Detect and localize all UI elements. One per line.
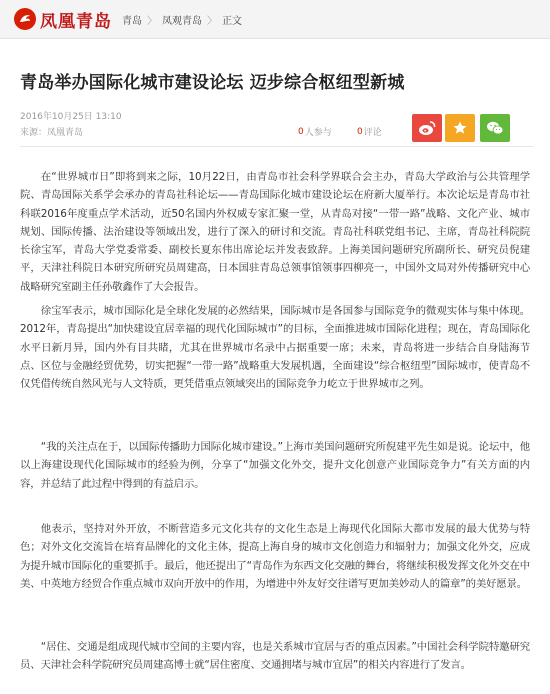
participants-stat[interactable]	[298, 125, 332, 138]
article-source: 来源：凤凰青岛	[20, 128, 84, 138]
breadcrumb-item-current: 正文	[222, 16, 242, 27]
wechat-icon	[486, 120, 504, 136]
breadcrumb-item-fengguan[interactable]: 凤观青岛	[162, 16, 202, 27]
weibo-icon	[418, 120, 436, 136]
breadcrumb-item-qingdao[interactable]: 青岛	[122, 16, 142, 27]
comments-label: 评论	[363, 128, 382, 138]
article-paragraph-1: 在“世界城市日”即将到来之际，10月22日，由青岛市社会科学界联合会主办，青岛大学政治与公共管理学院、青岛国际关系学会承办的青岛社科论坛——青岛国际化城市建设论坛在府新大厦举行。本次论坛是青岛市社科联2016年度重点学术活动，近50名国内外权威专家汇聚一堂，从青岛对接“一带一路”战略、文化产业、城市规划、国际传播、法治建设等领域出发，进行了深入的研讨和交流。青岛社科联党组书记、主席，青岛社科院院长徐宝军，青岛大学党委常委、副校长夏东伟出席论坛并发表致辞。上海美国问题研究所副所长、研究员倪建平，天津社科院日本研究所研究员周建高，日本国驻青岛总领事馆领事四柳亮一，中国外文局对外传播研究中心战略研究室副主任孙敬鑫作了大会报告。	[20, 171, 530, 293]
meta-divider	[20, 146, 533, 147]
article-paragraph-3: “我的关注点在于，以国际传播助力国际化城市建设。”上海市美国问题研究所倪建平先生如是说。论坛中，他以上海建设现代化国际城市的经验为例，分享了“加强文化外交，提升文化创意产业国际竞争力”有关方面的内容，并总结了此过程中得到的有益启示。	[20, 441, 530, 490]
phoenix-logo-icon	[14, 8, 36, 30]
comments-count: 0	[357, 126, 363, 137]
comments-stat[interactable]	[357, 125, 382, 138]
favorite-button[interactable]	[445, 114, 475, 142]
star-icon	[452, 120, 468, 136]
logo-text: 凤凰青岛	[40, 11, 112, 32]
article-paragraph-5: “居住、交通是组成现代城市空间的主要内容，也是关系城市宜居与否的重点因素。”中国社会科学院特邀研究员、天津社会科学院研究员周建高博士就“居住密度、交通拥堵与城市宜居”的相关内容进行了发言。	[20, 641, 530, 672]
site-logo[interactable]	[14, 6, 112, 32]
top-navigation-bar	[0, 0, 550, 39]
breadcrumb-separator: 〉	[147, 16, 157, 27]
article-paragraph-2: 徐宝军表示，城市国际化是全球化发展的必然结果，国际城市是各国参与国际竞争的微观实体与集中体现。2012年，青岛提出“加快建设宜居幸福的现代化国际城市”的目标，全面推进城市国际化进程；现在，青岛国际化水平日新月异，国内外有目共睹，尤其在世界城市名录中占据重要一席；未来，青岛将进一步结合自身陆海节点、区位与金融经贸优势，切实把握“一带一路”战略重大发展机遇，全面建设“综合枢纽型”国际城市，使青岛不仅凭借传统自然风光与人文特质，更凭借重点领域突出的国际竞争力屹立于世界城市之列。	[20, 305, 530, 391]
article-paragraph-4: 他表示，坚持对外开放，不断营造多元文化共存的文化生态是上海现代化国际大都市发展的最大优势与特色；对外文化交流旨在培育品牌化的文化主体，提高上海自身的城市文化创造力和辐射力；加强文化外交，应成为提升城市国际化的重要抓手。最后，他还提出了“青岛作为东西文化交融的舞台，将继续积极发挥文化外交在中美、中英地方经贸合作重点城市双向开放中的作用，为增进中外友好交往谱写更加美妙动人的篇章”的美好愿景。	[20, 523, 530, 590]
breadcrumb-separator: 〉	[207, 16, 217, 27]
article-title: 青岛举办国际化城市建设论坛 迈步综合枢纽型新城	[20, 73, 405, 93]
participants-label: 人参与	[304, 128, 332, 138]
breadcrumb	[122, 12, 242, 27]
share-weibo-button[interactable]	[412, 114, 442, 142]
publish-time: 2016年10月25日 13:10	[20, 112, 122, 122]
share-wechat-button[interactable]	[480, 114, 510, 142]
participants-count: 0	[298, 126, 304, 137]
